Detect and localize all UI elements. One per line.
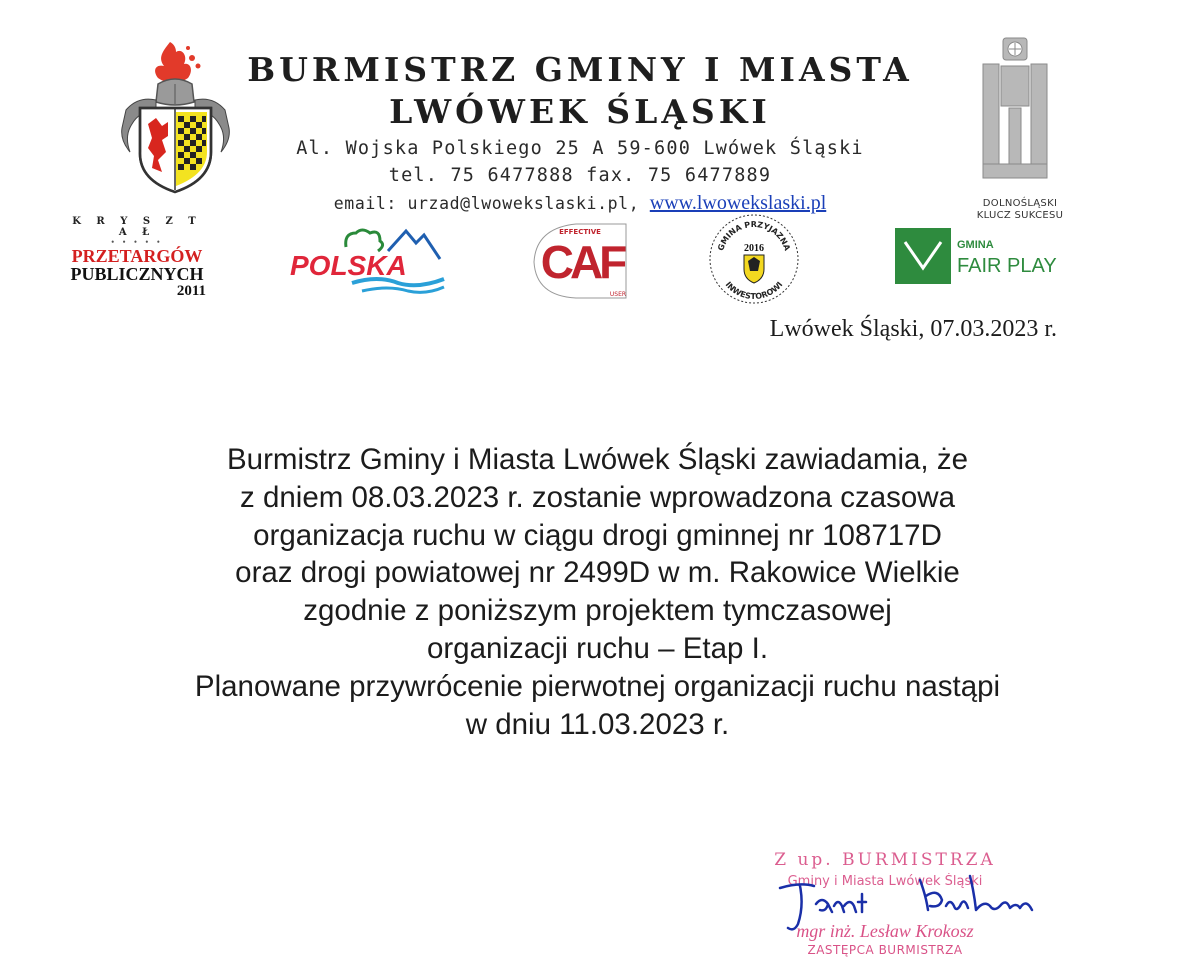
gmina-year: 2016 bbox=[744, 243, 764, 254]
gmina-przyjazna-inwestorowi-badge bbox=[708, 213, 800, 305]
klucz-line2: KLUCZ SUKCESU bbox=[976, 210, 1064, 221]
fairplay-gmina: GMINA bbox=[957, 239, 994, 251]
caf-text: CAF bbox=[540, 236, 624, 288]
krysztal-dots: • • • • • bbox=[111, 237, 163, 247]
krysztal-line2: PUBLICZNYCH bbox=[70, 264, 204, 284]
stamp-line2: Gminy i Miasta Lwówek Śląski bbox=[787, 874, 983, 889]
inwestorowi-text: INWESTOROWI bbox=[723, 280, 785, 302]
document-date: Lwówek Śląski, 07.03.2023 r. bbox=[769, 316, 1057, 342]
header-website-link[interactable]: www.lwowekslaski.pl bbox=[649, 192, 827, 214]
notice-line: zgodnie z poniższym projektem tymczasowej bbox=[303, 594, 892, 628]
header-email: email: urzad@lwowekslaski.pl, bbox=[333, 194, 640, 213]
header-title-line2: LWÓWEK ŚLĄSKI bbox=[389, 92, 771, 131]
krysztal-year: 2011 bbox=[176, 283, 206, 299]
notice-body bbox=[60, 441, 1135, 743]
krysztal-przetargow-logo bbox=[62, 216, 212, 299]
notice-line: organizacji ruchu – Etap I. bbox=[426, 631, 769, 665]
header-address: Al. Wojska Polskiego 25 A 59-600 Lwówek Śląski bbox=[296, 138, 864, 159]
krysztal-top: K R Y S Z T A Ł bbox=[72, 216, 202, 238]
stamp-line4: ZASTĘPCA BURMISTRZA bbox=[807, 943, 963, 957]
notice-line: Burmistrz Gminy i Miasta Lwówek Śląski zawiadamia, że bbox=[227, 443, 968, 476]
caf-effective: EFFECTIVE bbox=[559, 228, 601, 236]
notice-line: Planowane przywrócenie pierwotnej organizacji ruchu nastąpi bbox=[194, 669, 1001, 703]
krysztal-line1: PRZETARGÓW bbox=[71, 246, 203, 266]
stamp-line1: Z up. BURMISTRZA bbox=[774, 850, 996, 870]
stamp-line3: mgr inż. Lesław Krokosz bbox=[796, 921, 974, 941]
handwritten-signature bbox=[770, 866, 1050, 936]
dolnoslaski-klucz-sukcesu-emblem bbox=[975, 36, 1055, 186]
caf-effective-user-logo bbox=[530, 222, 630, 300]
header-phone: tel. 75 6477888 fax. 75 6477889 bbox=[388, 165, 772, 186]
polska-logo bbox=[288, 225, 448, 295]
notice-line: z dniem 08.03.2023 r. zostanie wprowadzona czasowa bbox=[240, 480, 955, 514]
gmina-fair-play-logo bbox=[895, 228, 1075, 284]
notice-line: organizacja ruchu w ciągu drogi gminnej nr 108717D bbox=[253, 518, 942, 552]
polska-text: POLSKA bbox=[290, 250, 407, 281]
header-title-line1: BURMISTRZ GMINY I MIASTA bbox=[247, 50, 913, 89]
klucz-sukcesu-label bbox=[960, 198, 1080, 222]
notice-line: oraz drogi powiatowej nr 2499D w m. Rakowice Wielkie bbox=[235, 556, 960, 590]
gmina-przyjazna-text: GMINA PRZYJAZNA bbox=[716, 219, 792, 252]
klucz-line1: DOLNOŚLĄSKI bbox=[982, 198, 1058, 209]
header-contact bbox=[230, 192, 930, 215]
notice-line: w dniu 11.03.2023 r. bbox=[465, 707, 730, 741]
caf-user: USER bbox=[609, 291, 627, 298]
fairplay-text: FAIR PLAY bbox=[957, 255, 1057, 277]
